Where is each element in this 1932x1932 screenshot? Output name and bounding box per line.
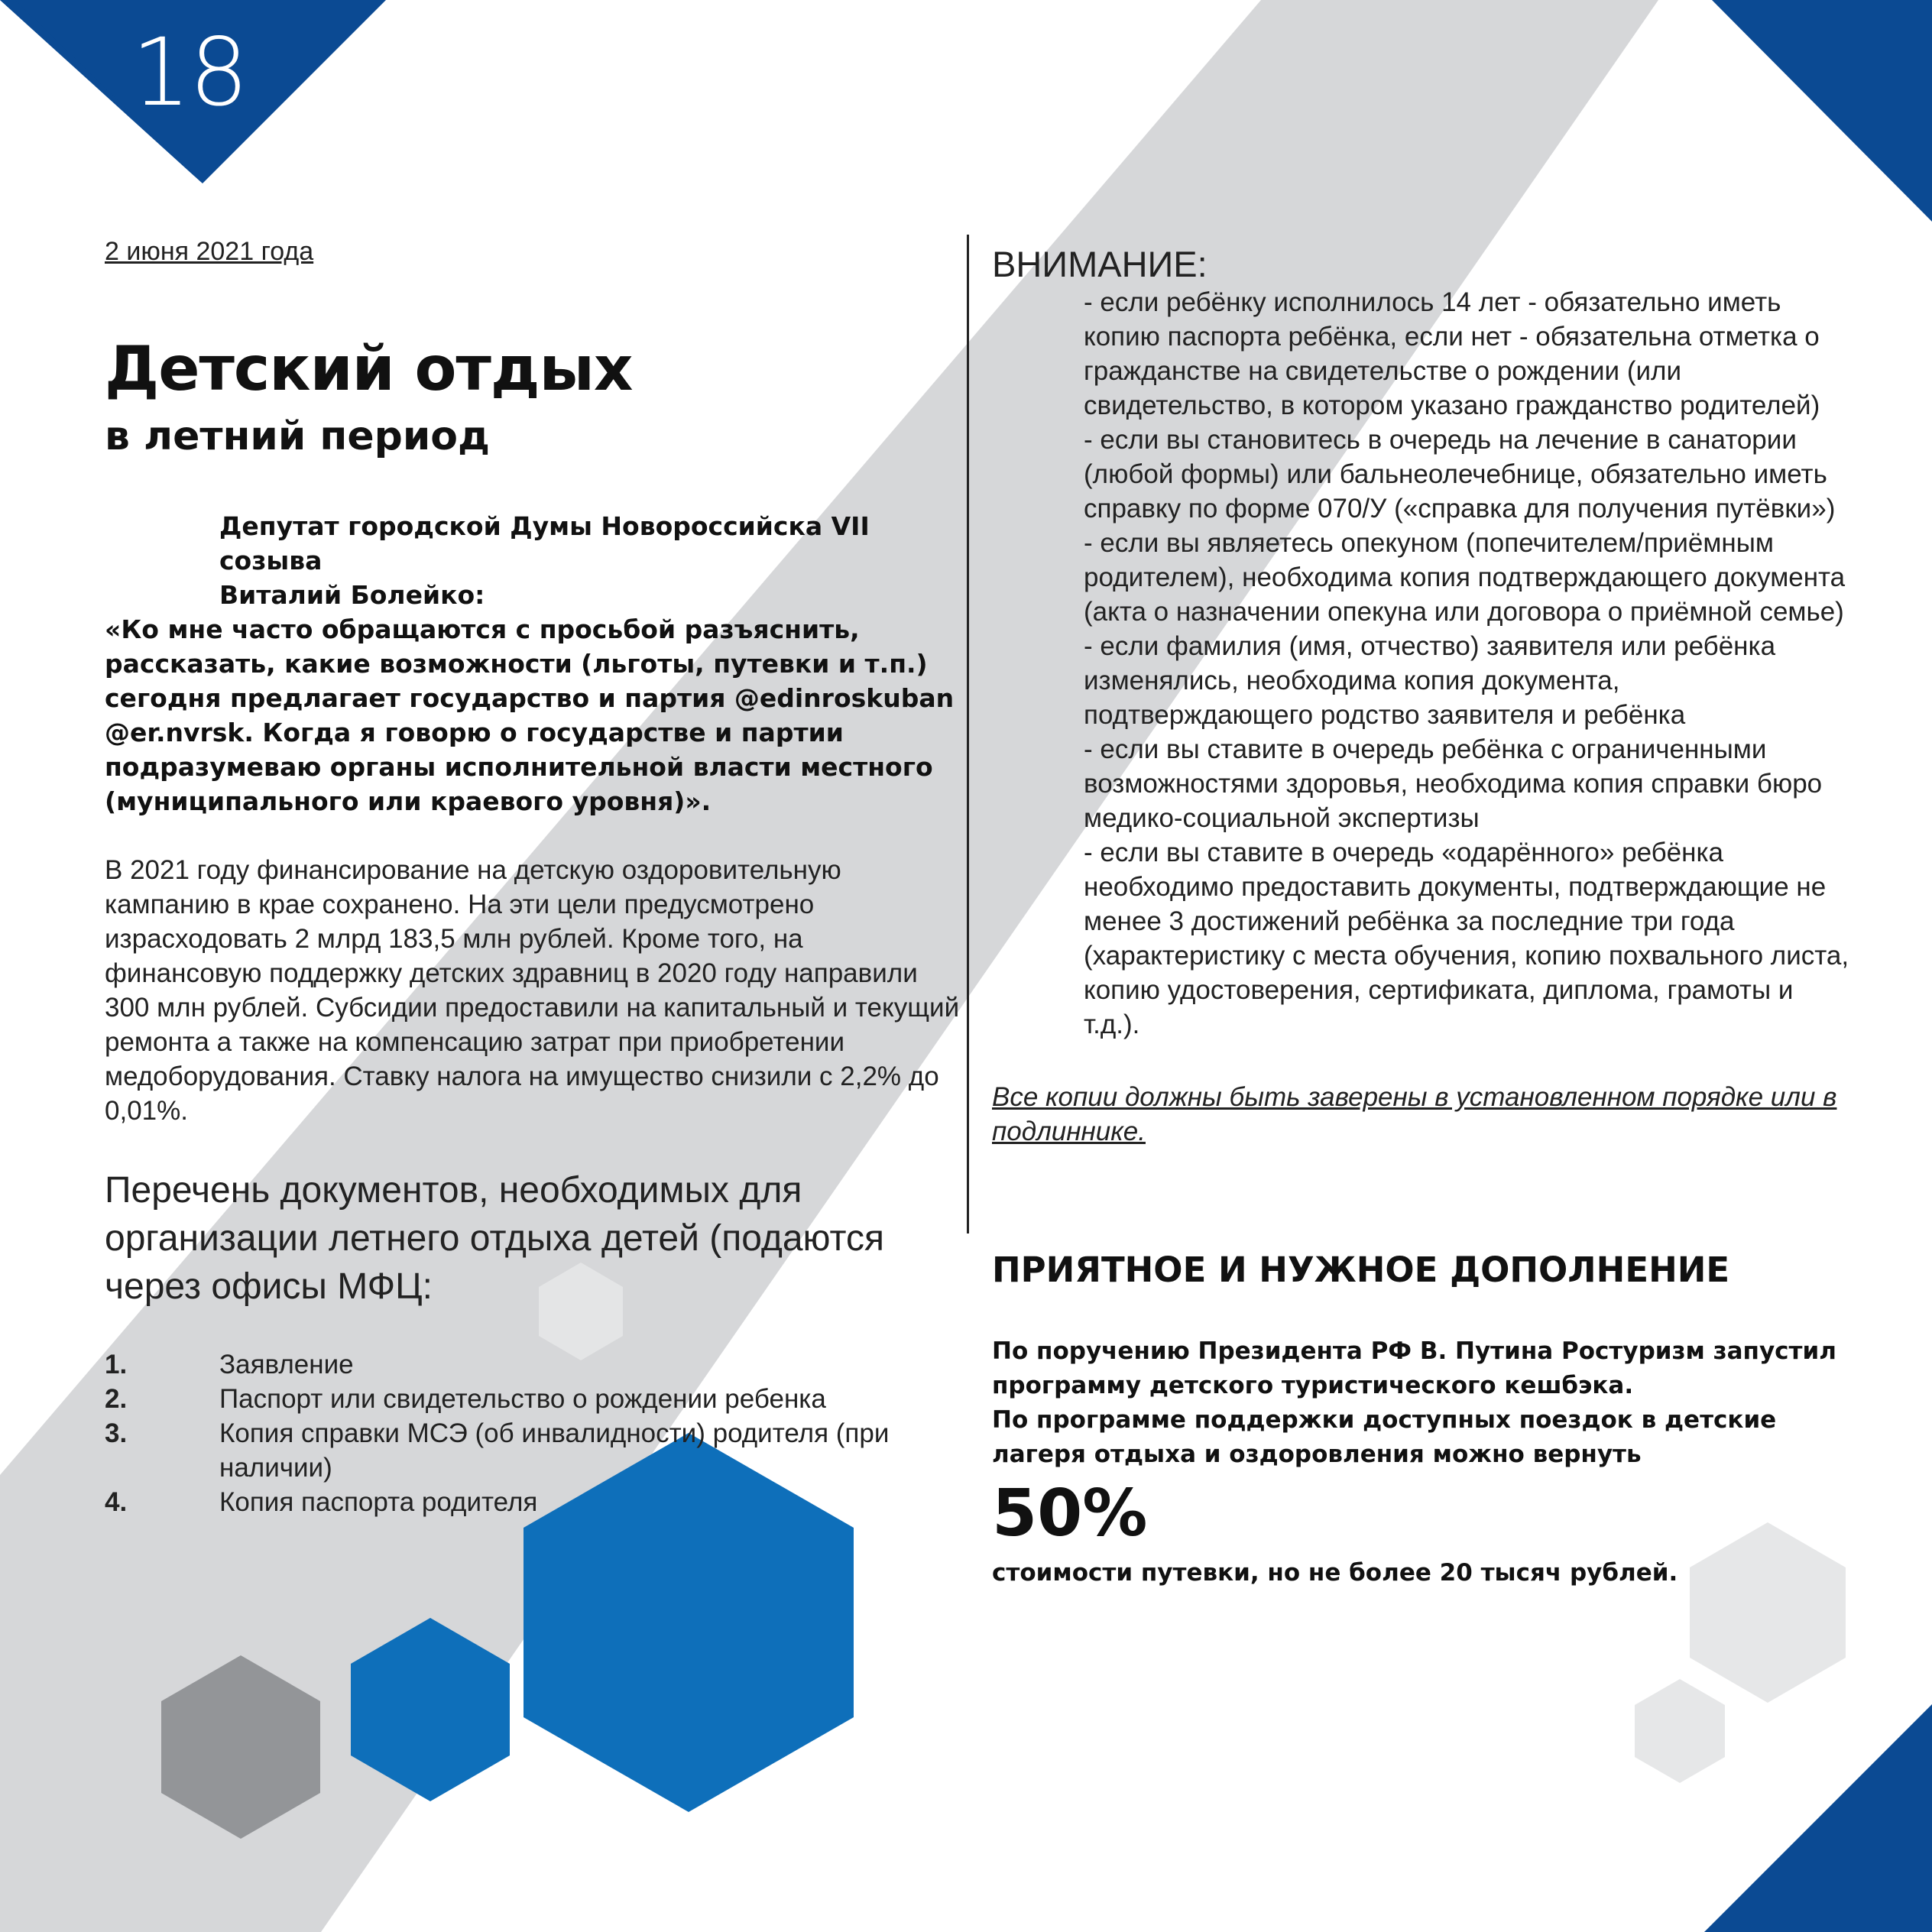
- page-number: 18: [131, 18, 248, 127]
- attention-list: [992, 285, 1856, 1042]
- hexagon-light-right-small: [1635, 1679, 1725, 1783]
- documents-list-title: Перечень документов, необходимых для организации летнего отдыха детей (подаются через офисы МФЦ:: [105, 1170, 884, 1308]
- list-item-number: 3.: [105, 1418, 128, 1449]
- cashback-percent: 50%: [992, 1476, 1148, 1551]
- addition-text: [992, 1334, 1856, 1472]
- list-item-text: Копия справки МСЭ (об инвалидности) родителя (при наличии): [219, 1418, 890, 1483]
- addition-paragraph-1: По поручению Президента РФ В. Путина Ростуризм запустил программу детского туристического кешбэка.: [992, 1337, 1836, 1399]
- attention-item: - если фамилия (имя, отчество) заявителя или ребёнка изменялись, необходима копия документа, подтверждающего родство заявителя и ребёнка: [1084, 631, 1776, 730]
- list-item-text: Копия паспорта родителя: [219, 1487, 538, 1518]
- documents-list: [105, 1347, 961, 1519]
- attention-item: - если вы становитесь в очередь на лечение в санатории (любой формы) или бальнеолечебнице, обязательно иметь справку по форме 070/У («справка для получения путёвки»): [1084, 425, 1836, 524]
- quote-author-line2: Виталий Болейко:: [219, 580, 485, 611]
- right-column: [992, 243, 1856, 1590]
- body-paragraph: В 2021 году финансирование на детскую оздоровительную кампанию в крае сохранено. На эти цели предусмотрено израсходовать 2 млрд 183,5 млн рублей. Кроме того, на финансовую поддержку детских здравниц в 2020 году направили 300 млн рублей. Субсидии предоставили на капитальный и текущий ремонта а также на компенсацию затрат при приобретении медоборудования. Ставку налога на имущество снизили с 2,2% до 0,01%.: [105, 855, 960, 1126]
- bottom-right-blue-triangle: [1704, 1704, 1932, 1932]
- list-item-number: 2.: [105, 1384, 128, 1415]
- attention-item: - если вы ставите в очередь ребёнка с ограниченными возможностями здоровья, необходима копия справки бюро медико-социальной экспертизы: [1084, 734, 1823, 833]
- attention-item: - если вы являетесь опекуном (попечителем/приёмным родителем), необходима копия подтверждающего документа (акта о назначении опекуна или договора о приёмной семье): [1084, 528, 1846, 627]
- left-column: [105, 237, 961, 1519]
- addition-paragraph-3: стоимости путевки, но не более 20 тысяч рублей.: [992, 1559, 1678, 1587]
- copies-note: Все копии должны быть заверены в установленном порядке или в подлиннике.: [992, 1082, 1837, 1146]
- addition-paragraph-2: По программе поддержки доступных поездок в детские лагеря отдыха и оздоровления можно вернуть: [992, 1406, 1777, 1468]
- list-item: [105, 1347, 961, 1382]
- list-item: [105, 1485, 961, 1519]
- list-item: [105, 1416, 961, 1485]
- list-item-text: Заявление: [219, 1350, 354, 1380]
- quote-author-line1: Депутат городской Думы Новороссийска VII созыва: [219, 511, 870, 576]
- list-item: [105, 1382, 961, 1416]
- list-item-text: Паспорт или свидетельство о рождении ребенка: [219, 1384, 826, 1415]
- top-right-blue-triangle: [1712, 0, 1932, 222]
- list-item-number: 4.: [105, 1487, 128, 1518]
- attention-item: - если ребёнку исполнилось 14 лет - обязательно иметь копию паспорта ребёнка, если нет - обязательна отметка о гражданстве на свидетельстве о рождении (или свидетельство, в котором указано гражданство родителей): [1084, 287, 1820, 420]
- quote-text: «Ко мне часто обращаются с просьбой разъяснить, рассказать, какие возможности (льготы, путевки и т.п.) сегодня предлагает государство и партия @edinroskuban @er.nvrsk. Когда я говорю о государстве и партии подразумеваю органы исполнительной власти местного (муниципального или краевого уровня)».: [105, 614, 955, 817]
- quote-block: [105, 509, 961, 819]
- attention-item: - если вы ставите в очередь «одарённого» ребёнка необходимо предоставить документы, подтверждающие не менее 3 достижений ребёнка за последние три года (характеристику с места обучения, копию похвального листа, копию удостоверения, сертификата, диплома, грамоты и т.д.).: [1084, 838, 1849, 1039]
- article-subtitle: в летний период: [105, 413, 490, 459]
- addition-title: ПРИЯТНОЕ И НУЖНОЕ ДОПОЛНЕНИЕ: [992, 1250, 1730, 1290]
- list-item-number: 1.: [105, 1350, 128, 1380]
- column-divider: [967, 235, 969, 1233]
- attention-title: ВНИМАНИЕ:: [992, 244, 1208, 284]
- article-date: 2 июня 2021 года: [105, 237, 314, 266]
- article-title: Детский отдых: [105, 333, 633, 404]
